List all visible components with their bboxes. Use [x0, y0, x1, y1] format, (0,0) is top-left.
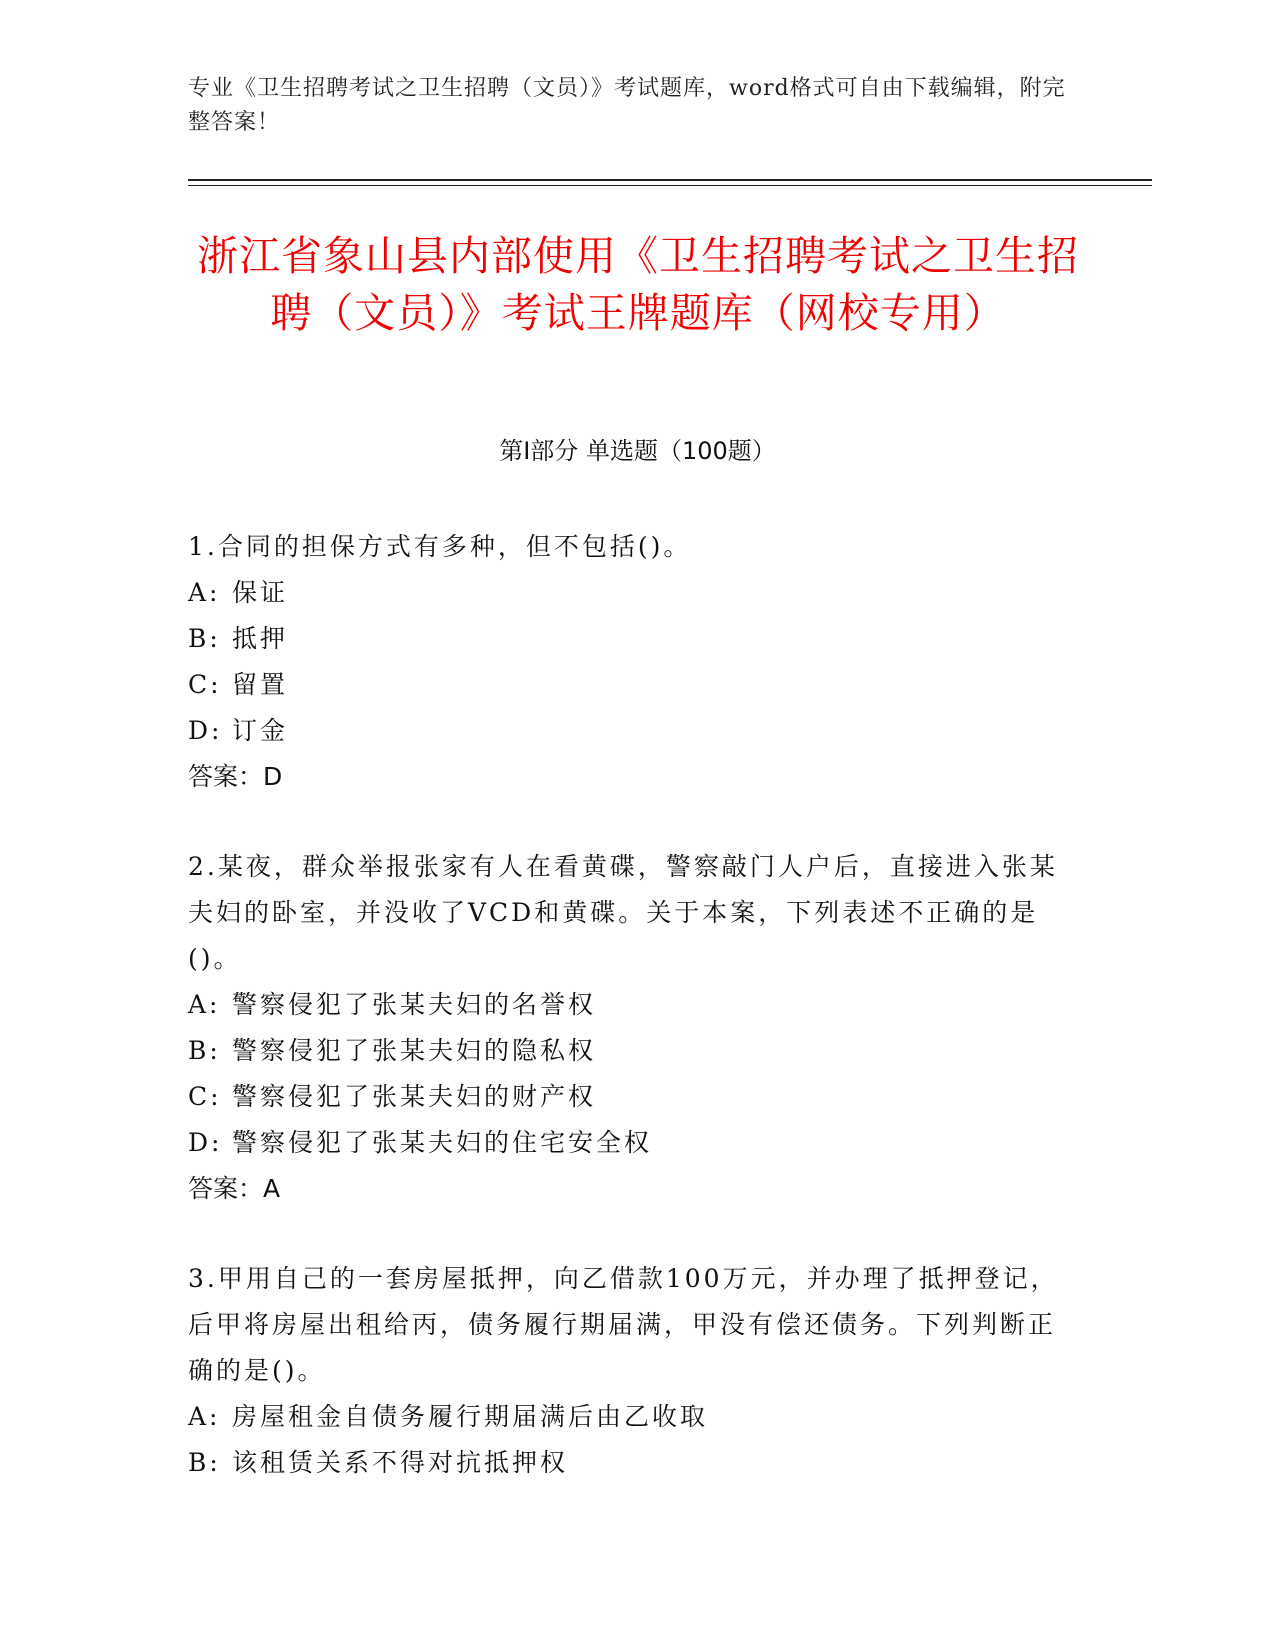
- option-letter: D:: [188, 1128, 223, 1157]
- question-list: [188, 524, 1068, 1530]
- header-note: 专业《卫生招聘考试之卫生招聘（文员）》考试题库，word格式可自由下载编辑，附完整答案！: [188, 76, 1066, 135]
- option-text: 留置: [232, 670, 289, 699]
- option-b: [188, 1440, 1068, 1486]
- header-rule-thin: [188, 185, 1152, 186]
- question-2: [188, 844, 1068, 1212]
- option-text: 订金: [232, 716, 289, 745]
- option-letter: A:: [188, 578, 221, 607]
- option-text: 房屋租金自债务履行期届满后由乙收取: [232, 1402, 709, 1431]
- option-b: [188, 616, 1068, 662]
- option-text: 警察侵犯了张某夫妇的名誉权: [232, 990, 597, 1019]
- option-text: 抵押: [232, 624, 289, 653]
- option-letter: A:: [188, 990, 221, 1019]
- option-b: [188, 1028, 1068, 1074]
- document-title: 浙江省象山县内部使用《卫生招聘考试之卫生招聘（文员）》考试王牌题库（网校专用）: [197, 232, 1079, 337]
- option-d: [188, 708, 1068, 754]
- option-a: [188, 570, 1068, 616]
- question-1: [188, 524, 1068, 800]
- option-text: 该租赁关系不得对抗抵押权: [232, 1448, 569, 1477]
- answer: 答案：A: [188, 1174, 281, 1203]
- option-text: 警察侵犯了张某夫妇的住宅安全权: [232, 1128, 653, 1157]
- option-text: 保证: [232, 578, 289, 607]
- option-letter: B:: [188, 1448, 221, 1477]
- option-c: [188, 1074, 1068, 1120]
- question-stem: 1.合同的担保方式有多种，但不包括()。: [188, 532, 692, 561]
- header-rule-thick: [188, 179, 1152, 181]
- option-letter: A:: [188, 1402, 221, 1431]
- option-c: [188, 662, 1068, 708]
- question-stem: 3.甲用自己的一套房屋抵押，向乙借款100万元，并办理了抵押登记，后甲将房屋出租给丙，债务履行期届满，甲没有偿还债务。下列判断正确的是()。: [188, 1264, 1059, 1385]
- option-letter: D:: [188, 716, 223, 745]
- option-letter: B:: [188, 1036, 221, 1065]
- question-3: [188, 1256, 1068, 1486]
- option-a: [188, 1394, 1068, 1440]
- option-letter: C:: [188, 1082, 222, 1111]
- option-text: 警察侵犯了张某夫妇的隐私权: [232, 1036, 597, 1065]
- option-letter: B:: [188, 624, 221, 653]
- option-text: 警察侵犯了张某夫妇的财产权: [232, 1082, 597, 1111]
- section-title: 第Ⅰ部分 单选题（100题）: [499, 437, 776, 465]
- option-a: [188, 982, 1068, 1028]
- answer: 答案：D: [188, 762, 283, 791]
- option-d: [188, 1120, 1068, 1166]
- option-letter: C:: [188, 670, 222, 699]
- question-stem: 2.某夜，群众举报张家有人在看黄碟，警察敲门人户后，直接进入张某夫妇的卧室，并没收了VCD和黄碟。关于本案，下列表述不正确的是()。: [188, 852, 1058, 973]
